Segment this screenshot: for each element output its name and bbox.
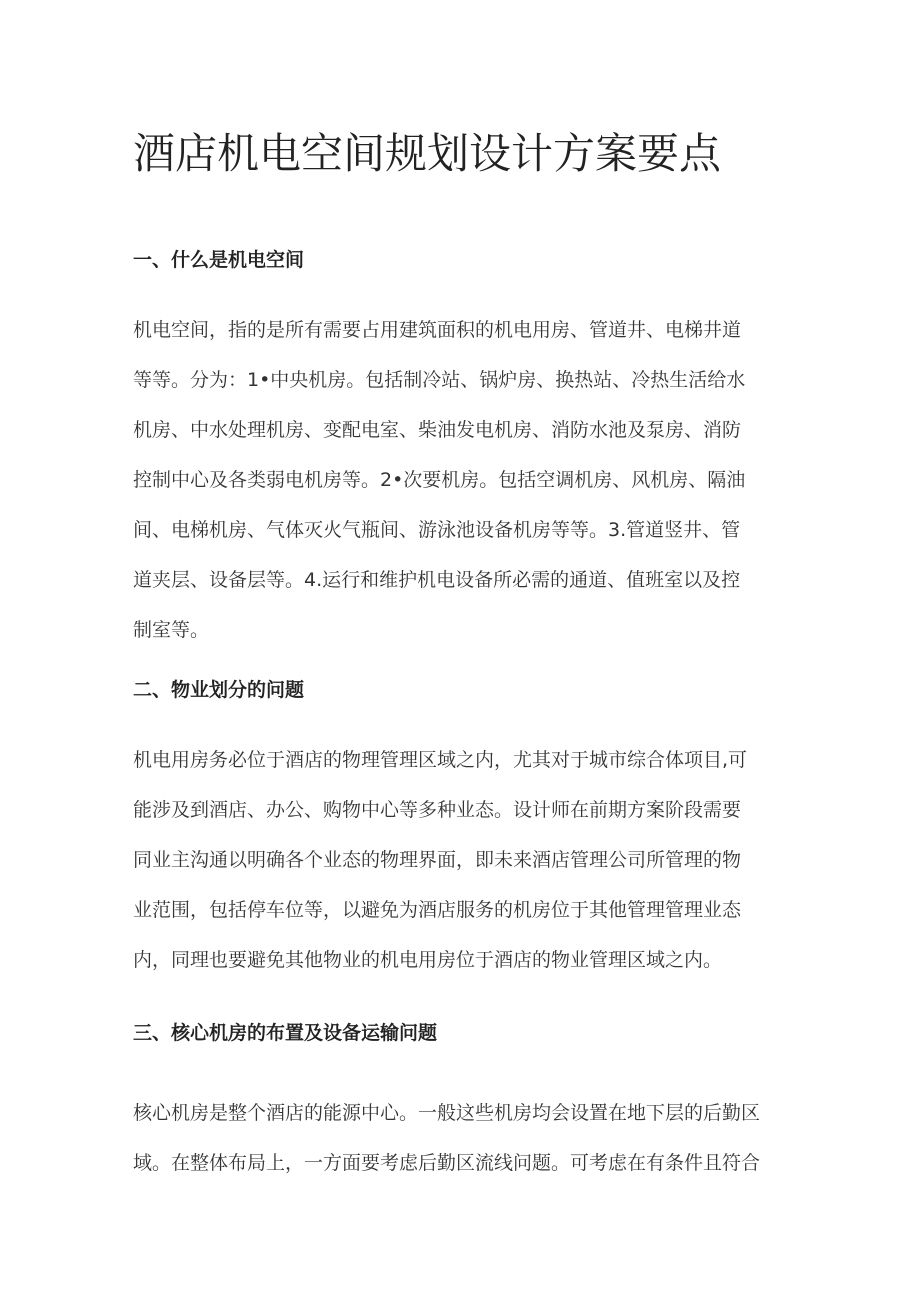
paragraph-line: 间、电梯机房、气体灭火气瓶间、游泳池设备机房等等。3.管道竖井、管 bbox=[133, 519, 741, 541]
paragraph-line: 机房、中水处理机房、变配电室、柴油发电机房、消防水池及泵房、消防 bbox=[133, 419, 742, 441]
paragraph-line: 域。在整体布局上，一方面要考虑后勤区流线问题。可考虑在有条件且符合 bbox=[133, 1152, 761, 1174]
section-heading-1: 一、什么是机电空间 bbox=[133, 249, 305, 271]
paragraph-line: 制室等。 bbox=[133, 619, 210, 641]
paragraph-line: 机电用房务必位于酒店的物理管理区域之内，尤其对于城市综合体项目,可 bbox=[133, 749, 748, 771]
paragraph-line: 控制中心及各类弱电机房等。2•次要机房。包括空调机房、风机房、隔油 bbox=[133, 469, 746, 491]
section-1-paragraph bbox=[133, 305, 793, 655]
paragraph-line: 业范围，包括停车位等，以避免为酒店服务的机房位于其他管理管理业态 bbox=[133, 899, 742, 921]
section-2-paragraph bbox=[133, 735, 793, 985]
paragraph-line: 机电空间，指的是所有需要占用建筑面积的机电用房、管道井、电梯井道 bbox=[133, 319, 742, 341]
section-heading-3: 三、核心机房的布置及设备运输问题 bbox=[133, 1022, 438, 1044]
paragraph-line: 核心机房是整个酒店的能源中心。一般这些机房均会设置在地下层的后勤区 bbox=[133, 1102, 761, 1124]
section-heading-2: 二、物业划分的问题 bbox=[133, 679, 305, 701]
paragraph-line: 道夹层、设备层等。4.运行和维护机电设备所必需的通道、值班室以及控 bbox=[133, 569, 741, 591]
paragraph-line: 内，同理也要避免其他物业的机电用房位于酒店的物业管理区域之内。 bbox=[133, 949, 723, 971]
paragraph-line: 同业主沟通以明确各个业态的物理界面，即未来酒店管理公司所管理的物 bbox=[133, 849, 742, 871]
section-3-paragraph bbox=[133, 1088, 793, 1188]
document-title: 酒店机电空间规划设计方案要点 bbox=[133, 129, 722, 178]
paragraph-line: 等等。分为：1•中央机房。包括制冷站、锅炉房、换热站、冷热生活给水 bbox=[133, 369, 746, 391]
paragraph-line: 能涉及到酒店、办公、购物中心等多种业态。设计师在前期方案阶段需要 bbox=[133, 799, 742, 821]
